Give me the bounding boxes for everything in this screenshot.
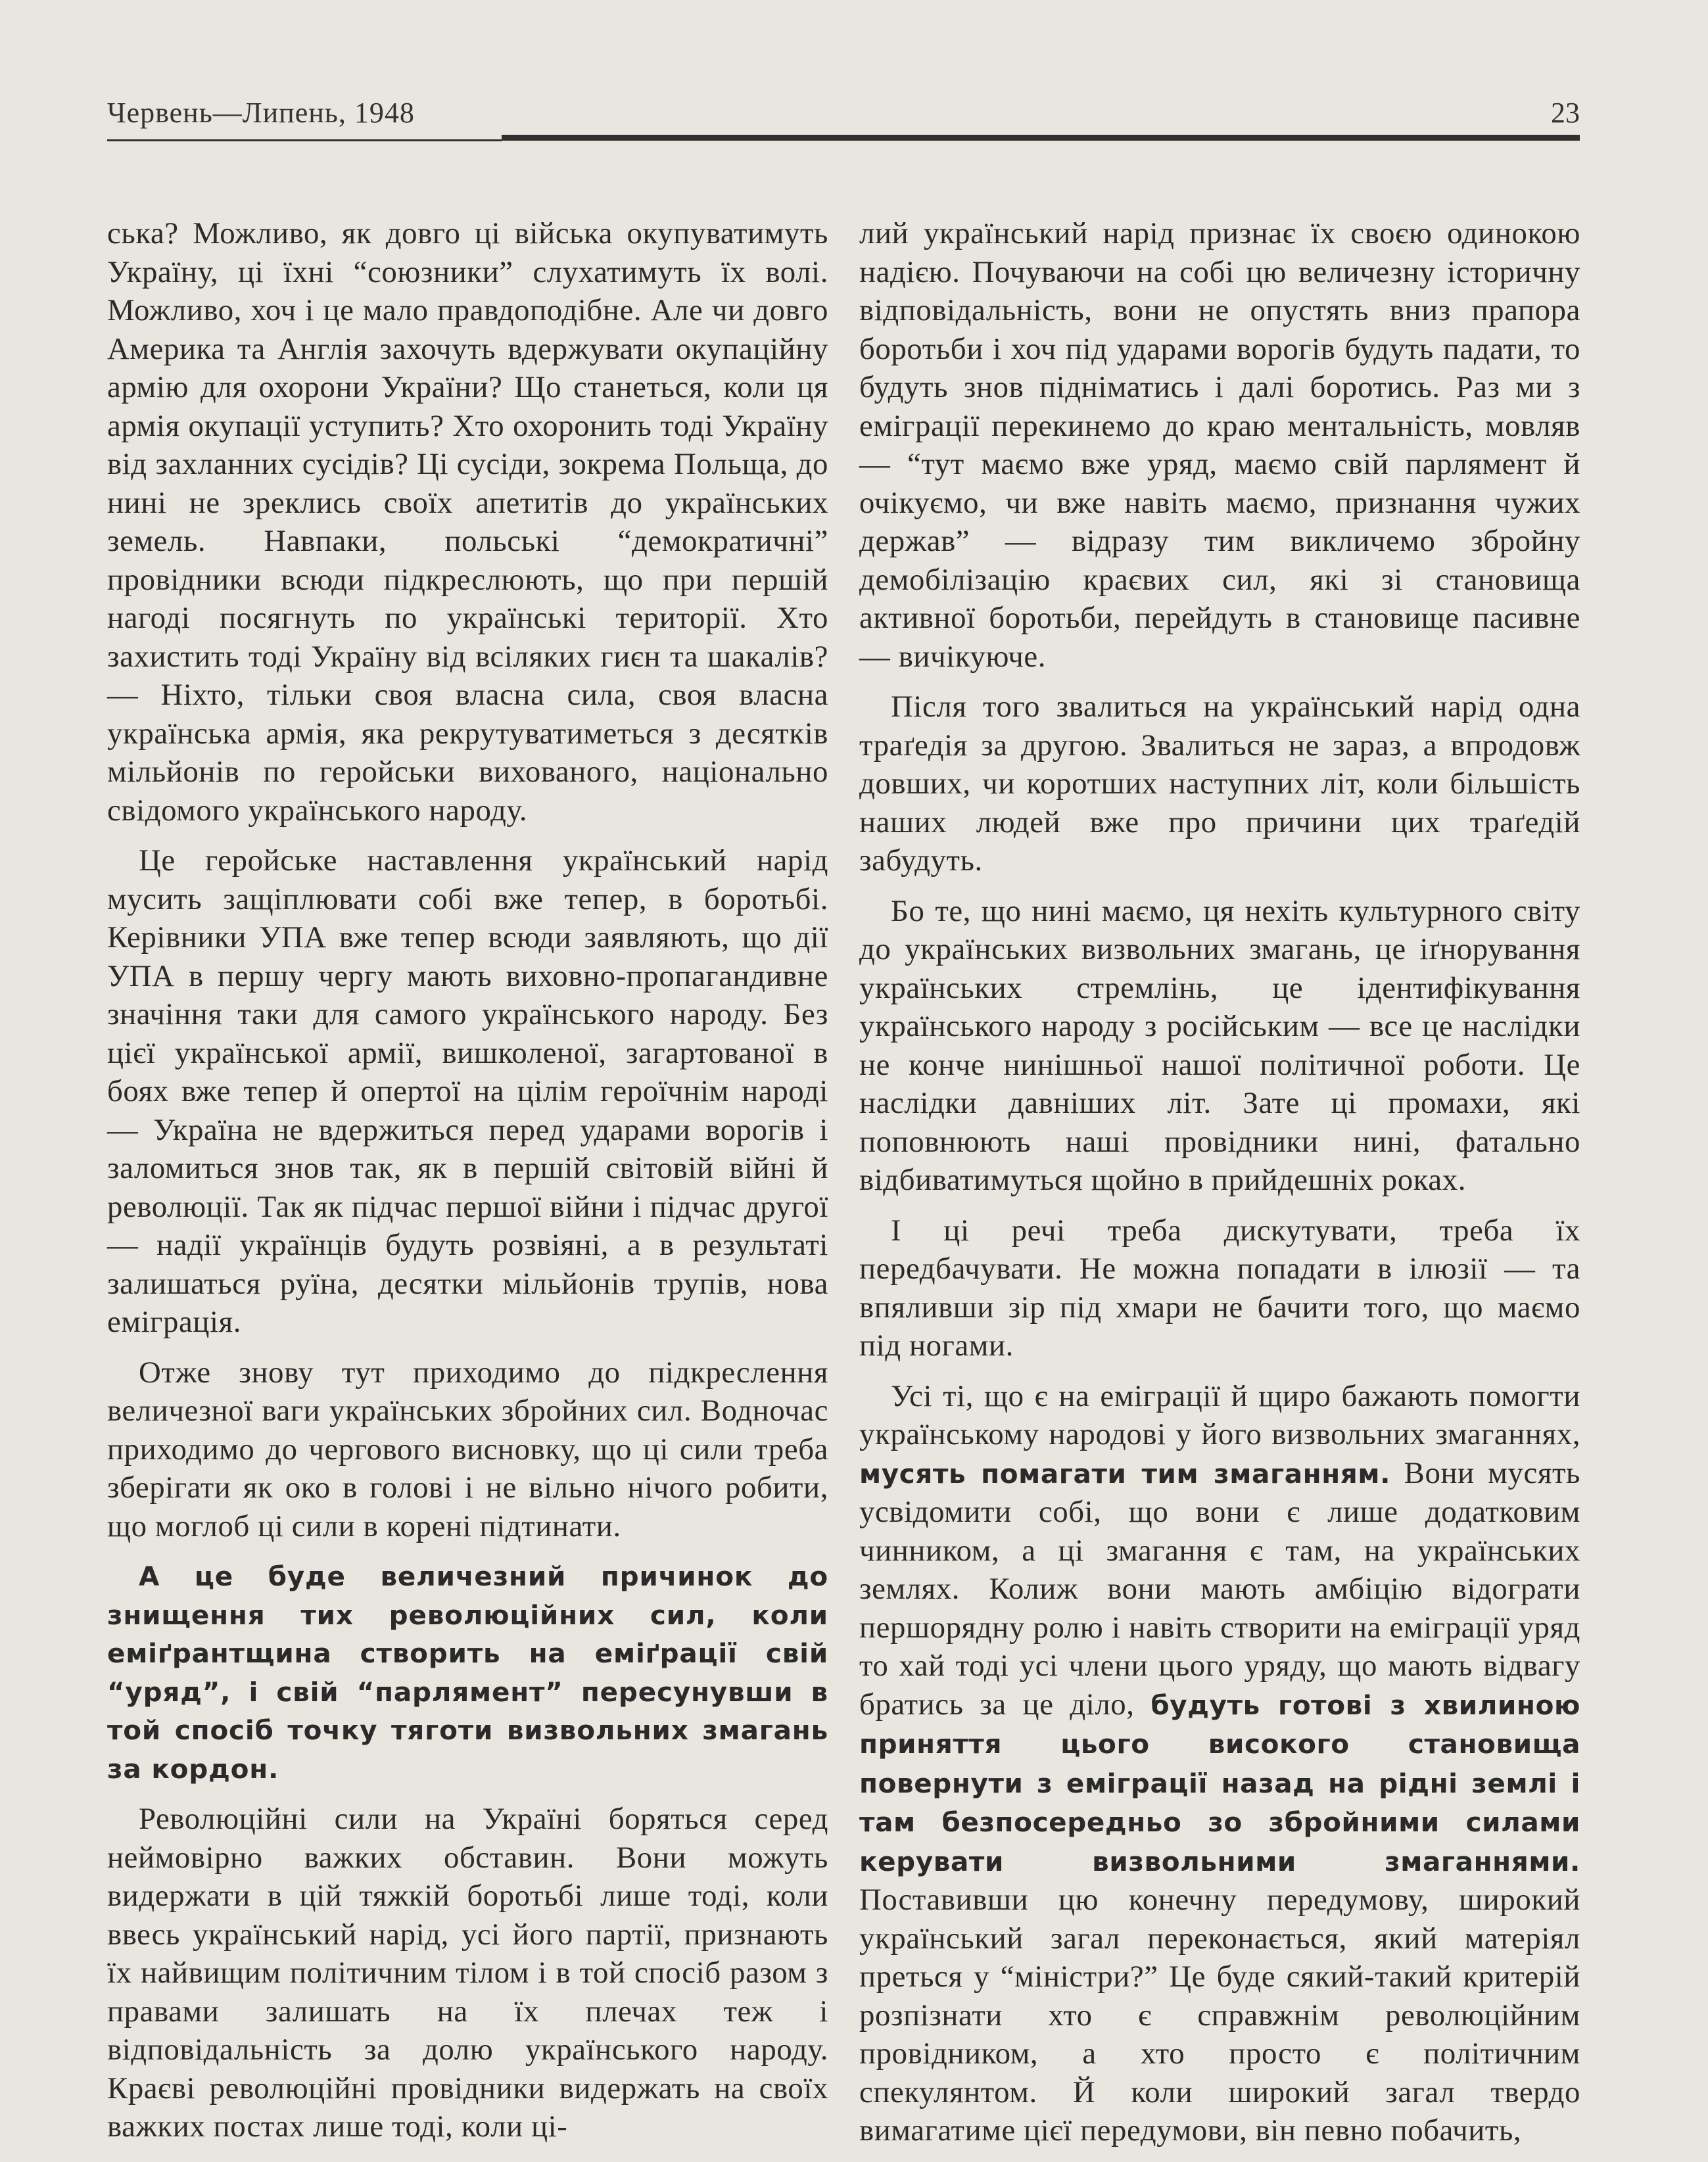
paragraph: ська? Можливо, як довго ці війська окупуватимуть Україну, ці їхні “союзники” слухатимуть їх волі. Можливо, хоч і це мало правдоподібне. Але чи довго Америка та Англія захочуть вдержувати окупаційну армію для охорони України? Що станеться, коли ця армія окупації уступить? Хто охоронить тоді Україну від захланних сусідів? Ці сусіди, зокрема Польща, до нині не зреклись своїх апетитів до українських земель. Навпаки, польські “демократичні” провідники всюди підкреслюють, що при першій нагоді посягнуть по українські території. Хто захистить тоді Україну від всіляких гиєн та шакалів? — Ніхто, тільки своя власна сила, своя власна українська армія, яка рекрутуватиметься з десятків мільйонів по геройськи вихованого, національно свідомого українського народу. bbox=[107, 216, 828, 828]
text-run: Вони мусять усвідомити собі, що вони є лише додатковим чинником, а ці змагання є там, на українських землях. Колиж вони мають амбіцію відограти першорядну ролю і навіть створити на еміграції уряд то хай тоді усі члени цього уряду, що мають відвагу братись за це діло, bbox=[859, 1455, 1580, 1722]
header-rule-thick bbox=[502, 135, 1580, 141]
page-number: 23 bbox=[1551, 97, 1580, 129]
bold-paragraph: А це буде величезний причинок до знищення тих революційних сил, коли еміґрантщина створить на еміґрації свій “уряд”, і свій “парлямент” пересунувши в той спосіб точку тяготи визвольних змагань за кордон. bbox=[107, 1561, 828, 1785]
header-date: Червень—Липень, 1948 bbox=[107, 97, 415, 129]
paragraph: І ці речі треба дискутувати, треба їх передбачувати. Не можна попадати в ілюзії — та впяливши зір під хмари не бачити того, що маємо під ногами. bbox=[859, 1213, 1580, 1363]
paragraph: Отже знову тут приходимо до підкреслення величезної ваги українських збройних сил. Водночас приходимо до чергового висновку, що ці сили треба зберігати як око в голові і не вільно нічого робити, що моглоб ці сили в корені підтинати. bbox=[107, 1355, 828, 1543]
paragraph: Революційні сили на Україні боряться серед неймовірно важких обставин. Вони можуть видержати в цій тяжкій боротьбі лише тоді, коли ввесь український нарід, усі його партії, признають їх найвищим політичним тілом і в той спосіб разом з правами залишать на їх плечах теж і відповідальність за долю українського народу. Краєві революційні провідники видержать на своїх важких постах лише тоді, коли ці- bbox=[107, 1802, 828, 2144]
paragraph: Це геройське наставлення український нарід мусить защіплювати собі вже тепер, в боротьбі. Керівники УПА вже тепер всюди заявляють, що дії УПА в першу чергу мають виховно-пропагандивне значіння таки для самого українського народу. Без цієї української армії, вишколеної, загартованої в боях вже тепер й опертої на цілім героїчнім народі — Україна не вдержиться перед ударами ворогів і заломиться знов так, як в першій світовій війні й революції. Так як підчас першої війни і підчас другої — надії українців будуть розвіяні, а в результаті залишаться руїна, десятки мільйонів трупів, нова еміграція. bbox=[107, 843, 828, 1339]
text-run: Поставивши цю конечну передумову, широкий український загал переконається, який матеріял преться у “міністри?” Це буде сякий-такий критерій розпізнати хто є справжнім революційним провідником, а хто просто є політичним спекулянтом. Й коли широкий загал твердо вимагатиме цієї передумови, він певно побачить, bbox=[859, 1883, 1580, 2148]
paragraph: Бо те, що нині маємо, ця нехіть культурного світу до українських визвольних змагань, це іґнорування українських стремлінь, це ідентифікування українського народу з російським — все це наслідки не конче нинішньої нашої політичної роботи. Це наслідки давніших літ. Зате ці промахи, які поповнюють наші провідники нині, фатально відбиватимуться щойно в прийдешніх роках. bbox=[859, 893, 1580, 1197]
right-column bbox=[859, 214, 1580, 2162]
header-rule-thin bbox=[107, 139, 502, 141]
paragraph: Після того звалиться на український нарід одна траґедія за другою. Звалиться не зараз, а впродовж довших, чи коротших наступних літ, коли більшість наших людей вже про причини цих траґедій забудуть. bbox=[859, 690, 1580, 878]
bold-text: будуть готові з хвилиною приняття цього високого становища повернути з еміграції назад на рідні землі і там безпосередньо зо збройними силами керувати визвольними змаганнями. bbox=[859, 1689, 1580, 1877]
paragraph: лий український нарід признає їх своєю одинокою надією. Почуваючи на собі цю величезну історичну відповідальність, вони не опустять вниз прапора боротьби і хоч під ударами ворогів будуть падати, то будуть знов підніматись і далі боротись. Раз ми з еміграції перекинемо до краю ментальність, мовляв — “тут маємо вже уряд, маємо свій парлямент й очікуємо, чи вже навіть маємо, признання чужих держав” — відразу тим викличемо збройну демобілізацію краєвих сил, які зі становища активної боротьби, перейдуть в становище пасивне — вичікуюче. bbox=[859, 216, 1580, 674]
left-column bbox=[107, 214, 828, 2158]
paragraph bbox=[859, 1377, 1580, 2150]
text-run: Усі ті, що є на еміграції й щиро бажають помогти українському народові у його визвольних змаганнях, bbox=[859, 1378, 1580, 1451]
bold-text: мусять помагати тим змаганням. bbox=[859, 1457, 1391, 1490]
